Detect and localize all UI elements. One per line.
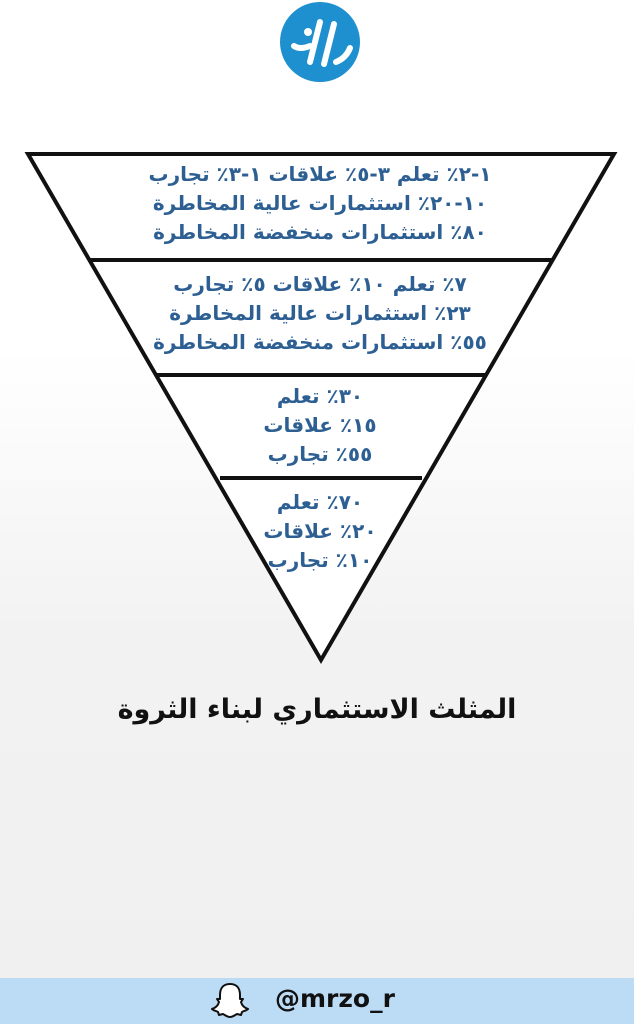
pyramid-level-3 xyxy=(220,382,420,469)
footer-bar xyxy=(0,978,634,1024)
level-4-line-3: ١٠٪ تجارب xyxy=(267,548,373,572)
level-2-line-2: ٢٣٪ استثمارات عالية المخاطرة xyxy=(169,301,471,325)
level-1-line-2: ١٠-٢٠٪ استثمارات عالية المخاطرة xyxy=(152,191,488,215)
level-3-line-3: ٥٥٪ تجارب xyxy=(267,442,373,466)
snapchat-ghost-icon xyxy=(210,981,250,1021)
level-1-line-1: ١-٢٪ تعلم ٣-٥٪ علاقات ١-٣٪ تجارب xyxy=(148,162,492,186)
level-4-line-1: ٧٠٪ تعلم xyxy=(276,490,364,514)
level-3-line-1: ٣٠٪ تعلم xyxy=(276,384,364,408)
level-1-line-3: ٨٠٪ استثمارات منخفضة المخاطرة xyxy=(153,220,487,244)
level-3-line-2: ١٥٪ علاقات xyxy=(263,413,377,437)
page-title: المثلث الاستثماري لبناء الثروة xyxy=(117,694,517,725)
social-handle[interactable]: @mrzo_r xyxy=(275,984,395,1013)
pyramid-level-4 xyxy=(230,488,410,575)
level-4-line-2: ٢٠٪ علاقات xyxy=(263,519,377,543)
pyramid-level-1 xyxy=(60,160,580,247)
level-2-line-1: ٧٪ تعلم ١٠٪ علاقات ٥٪ تجارب xyxy=(173,272,467,296)
level-2-line-3: ٥٥٪ استثمارات منخفضة المخاطرة xyxy=(153,330,487,354)
pyramid-level-2 xyxy=(110,270,530,357)
